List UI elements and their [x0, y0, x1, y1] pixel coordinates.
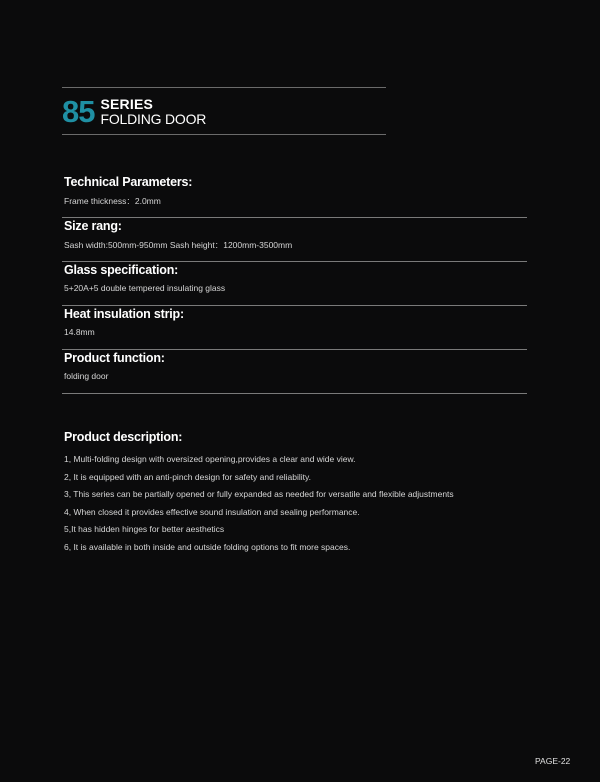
- param-value: Sash width:500mm-950mm Sash height：1200mm-3500mm: [64, 240, 293, 250]
- param-value: Frame thickness：2.0mm: [64, 196, 161, 206]
- description-item: 3, This series can be partially opened or fully expanded as needed for versatile and flexible adjustments: [64, 489, 454, 500]
- param-heat-strip: [62, 306, 527, 350]
- series-number: 85: [62, 93, 95, 129]
- param-heading: Glass specification:: [64, 263, 179, 277]
- param-value: 14.8mm: [64, 327, 95, 337]
- param-value: folding door: [64, 371, 109, 381]
- param-heading: Size rang:: [64, 219, 122, 233]
- description-heading: Product description:: [64, 430, 183, 444]
- description-item: 1, Multi-folding design with oversized opening,provides a clear and wide view.: [64, 454, 356, 464]
- parameter-list: [62, 174, 527, 394]
- title-top-rule: [62, 87, 386, 88]
- description-item: 5,It has hidden hinges for better aesthetics: [64, 524, 225, 535]
- param-function: [62, 350, 527, 394]
- param-heading: Heat insulation strip:: [64, 307, 184, 321]
- param-glass: [62, 262, 527, 306]
- product-description: [62, 430, 542, 559]
- description-list: [62, 453, 542, 559]
- param-technical: [62, 174, 527, 218]
- page-number: PAGE-22: [535, 756, 571, 766]
- param-size: [62, 218, 527, 262]
- product-name: FOLDING DOOR: [100, 110, 207, 127]
- param-heading: Product function:: [64, 351, 165, 365]
- param-heading: Technical Parameters:: [64, 175, 193, 189]
- param-value: 5+20A+5 double tempered insulating glass: [64, 283, 226, 293]
- description-item: 2, It is equipped with an anti-pinch design for safety and reliability.: [64, 471, 311, 482]
- title-bottom-rule: [62, 134, 386, 135]
- series-text: [100, 97, 206, 126]
- description-item: 6, It is available in both inside and outside folding options to fit more spaces.: [64, 541, 351, 552]
- series-word: SERIES: [100, 95, 154, 112]
- description-item: 4, When closed it provides effective sound insulation and sealing performance.: [64, 506, 360, 517]
- series-title: [62, 94, 206, 128]
